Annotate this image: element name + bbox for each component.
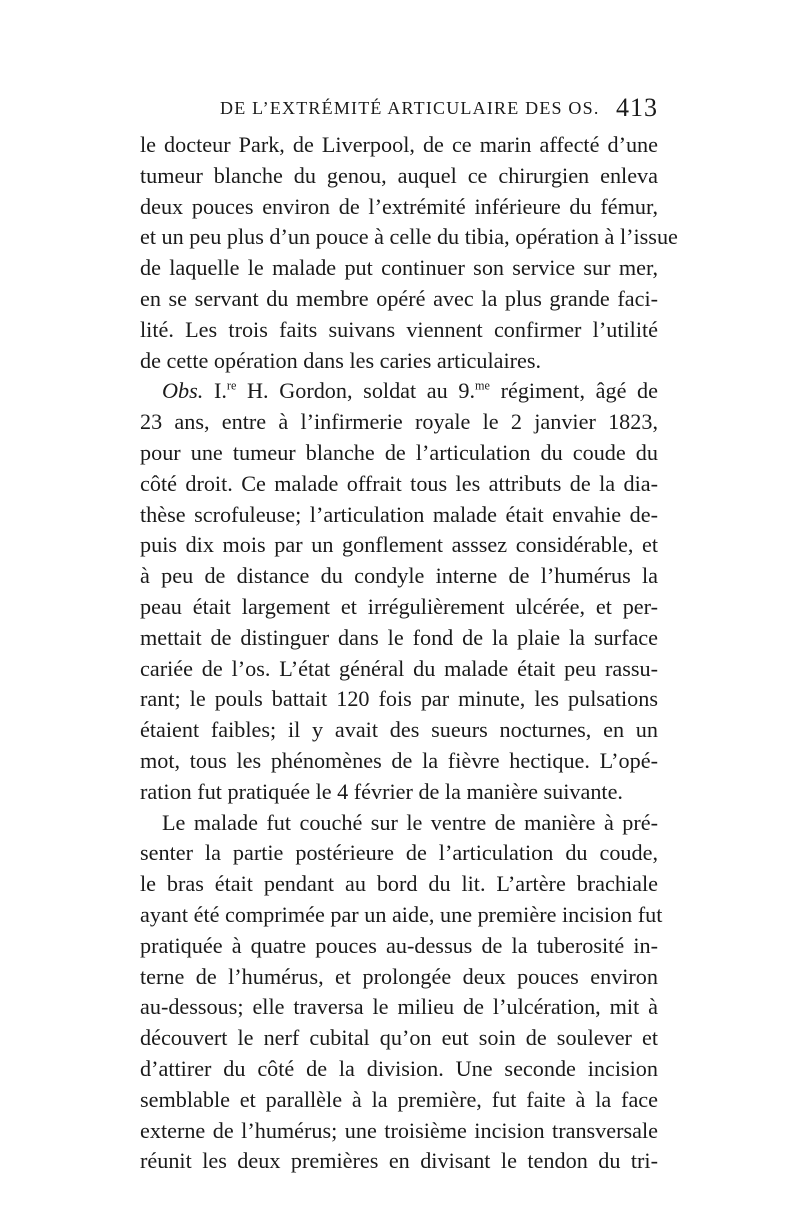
text-line: pour une tumeur blanche de l’articulation du coude du: [140, 439, 658, 465]
text-line: de laquelle le malade put continuer son service sur mer,: [140, 255, 658, 281]
text-line: senter la partie postérieure de l’articulation du coude,: [140, 840, 658, 866]
text-line: ayant été comprimée par un aide, une première incision fut: [140, 901, 663, 927]
body-text: [140, 130, 678, 1177]
observation-numeral: I.: [213, 378, 227, 404]
text-line: en se servant du membre opéré avec la plus grande faci-: [140, 285, 658, 311]
observation-heading-line: [140, 376, 658, 407]
text-line: pratiquée à quatre pouces au-dessus de la tuberosité in-: [140, 932, 658, 958]
text-line: puis dix mois par un gonflement asssez considérable, et: [140, 532, 658, 558]
text-line: peau était largement et irrégulièrement ulcérée, et per-: [140, 593, 658, 619]
text-line: au-dessous; elle traversa le milieu de l’ulcération, mit à: [140, 994, 658, 1020]
text-line: deux pouces environ de l’extrémité inférieure du fémur,: [140, 193, 658, 219]
text-line: mettait de distinguer dans le fond de la plaie la surface: [140, 624, 658, 650]
page-header: [140, 93, 658, 127]
text-line: le bras était pendant au bord du lit. L’artère brachiale: [140, 871, 658, 897]
text-line: rant; le pouls battait 120 fois par minute, les pulsations: [140, 686, 658, 712]
observation-label: Obs.: [162, 378, 204, 404]
text-line: étaient faibles; il y avait des sueurs nocturnes, en un: [140, 717, 658, 743]
text-line: de cette opération dans les caries articulaires.: [140, 347, 542, 373]
page-number: 413: [616, 93, 658, 122]
text-line: 23 ans, entre à l’infirmerie royale le 2 janvier 1823,: [140, 409, 658, 435]
observation-text-continued: régiment, âgé de: [489, 378, 658, 404]
text-line: Le malade fut couché sur le ventre de manière à pré-: [162, 809, 658, 835]
text-line: ration fut pratiquée le 4 février de la manière suivante.: [140, 778, 623, 804]
text-line: et un peu plus d’un pouce à celle du tibia, opération à l’issue: [140, 224, 678, 250]
text-line: réunit les deux premières en divisant le tendon du tri-: [140, 1148, 658, 1174]
text-line: d’attirer du côté de la division. Une seconde incision: [140, 1055, 658, 1081]
text-line: tumeur blanche du genou, auquel ce chirurgien enleva: [140, 162, 658, 188]
text-line: découvert le nerf cubital qu’on eut soin de soulever et: [140, 1025, 658, 1051]
observation-numeral-superscript: re: [226, 378, 237, 393]
text-line: cariée de l’os. L’état général du malade était peu rassu-: [140, 655, 658, 681]
text-line: terne de l’humérus, et prolongée deux pouces environ: [140, 963, 658, 989]
text-line: thèse scrofuleuse; l’articulation malade était envahie de-: [140, 501, 658, 527]
text-line: à peu de distance du condyle interne de l’humérus la: [140, 563, 658, 589]
text-line: mot, tous les phénomènes de la fièvre hectique. L’opé-: [140, 747, 658, 773]
text-line: le docteur Park, de Liverpool, de ce marin affecté d’une: [140, 132, 658, 157]
running-head: DE L’EXTRÉMITÉ ARTICULAIRE DES OS.: [220, 98, 600, 118]
text-line: semblable et parallèle à la première, fut faite à la face: [140, 1086, 658, 1112]
observation-text: H. Gordon, soldat au 9.: [236, 378, 476, 404]
text-line: côté droit. Ce malade offrait tous les attributs de la dia-: [140, 470, 658, 496]
text-line: lité. Les trois faits suivans viennent confirmer l’utilité: [140, 316, 658, 342]
regiment-superscript: me: [475, 378, 490, 393]
text-line: externe de l’humérus; une troisième incision transversale: [140, 1117, 658, 1143]
